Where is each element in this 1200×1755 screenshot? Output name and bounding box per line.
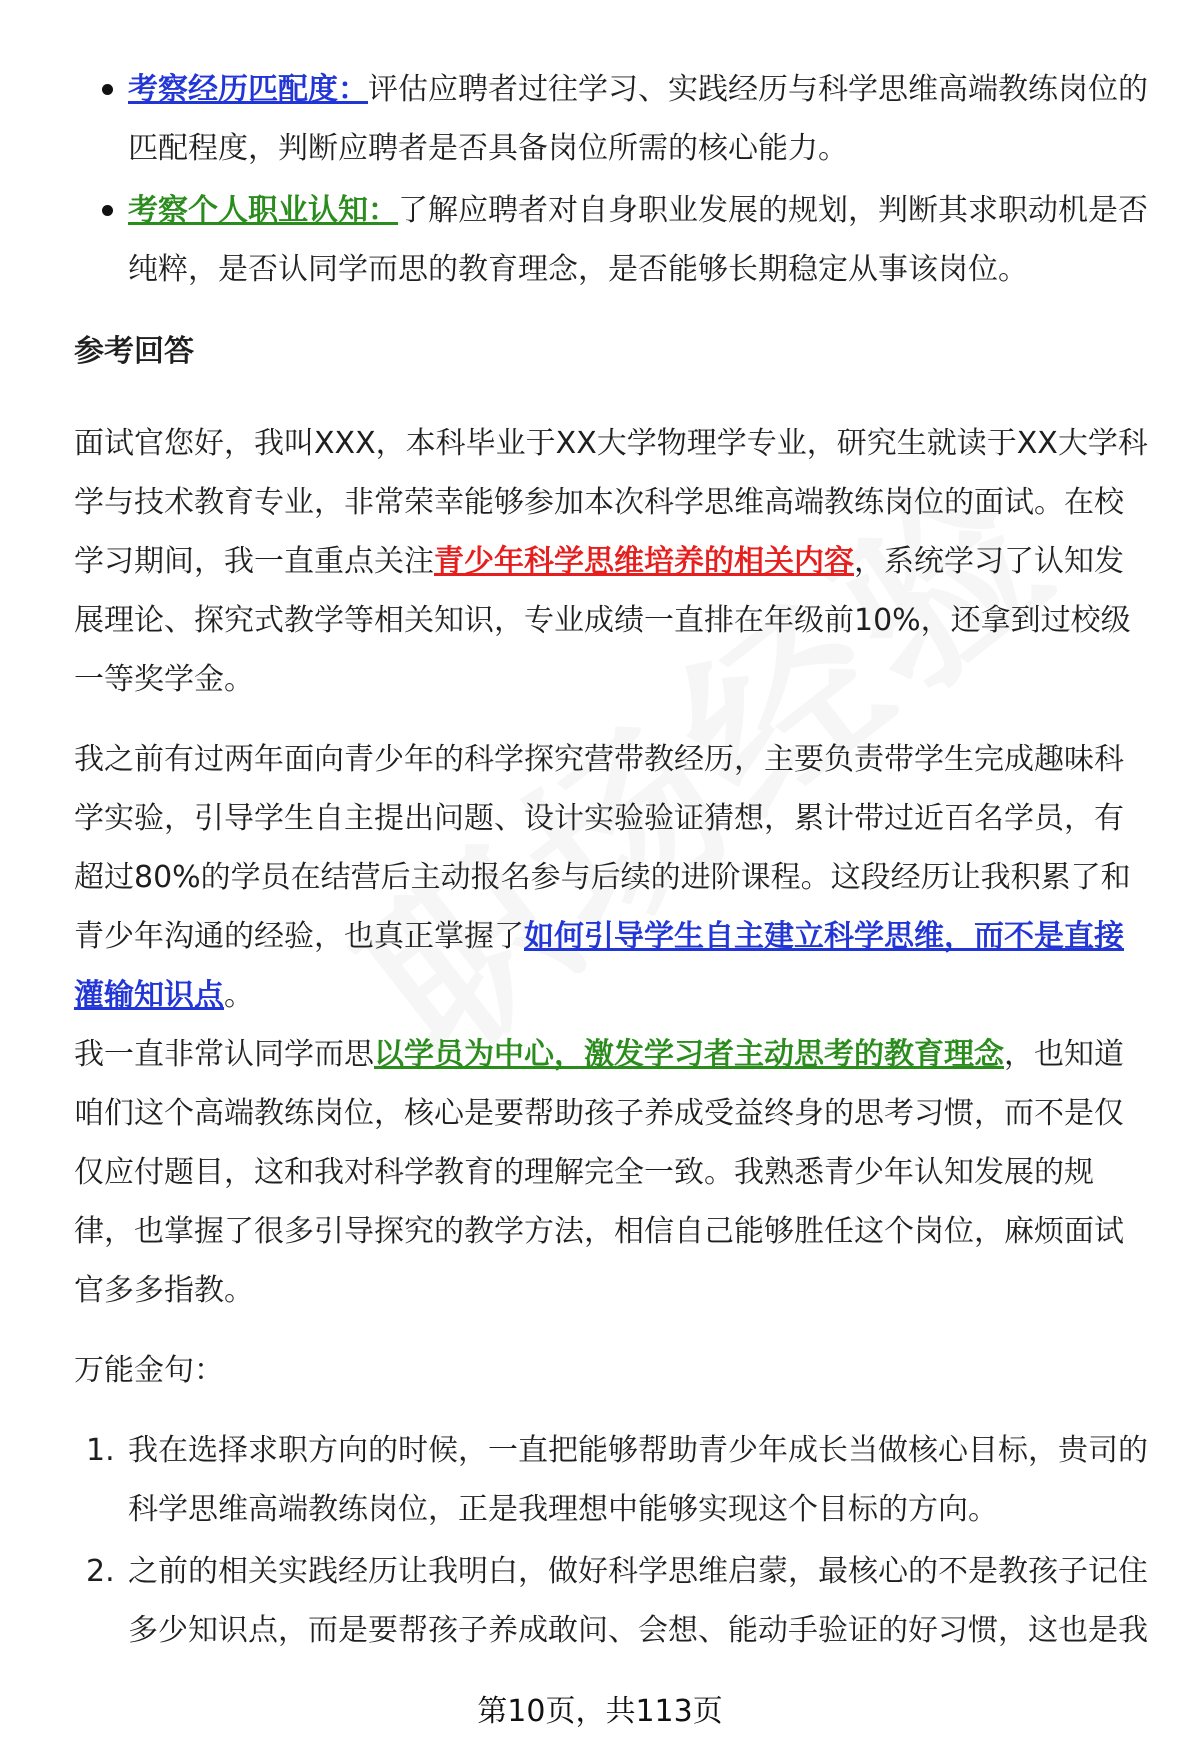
- section-title: 参考回答: [74, 334, 194, 369]
- paragraph-text: ，也知道咱们这个高端教练岗位，核心是要帮助孩子养成受益终身的思考习惯，而不是仅仅应付题目，这和我对科学教育的理解完全一致。我熟悉青少年认知发展的规律，也掌握了很多引导探究的教学方法，相信自己能够胜任这个岗位，麻烦面试官多多指教。: [74, 1037, 1124, 1308]
- list-item-text: 我在选择求职方向的时候，一直把能够帮助青少年成长当做核心目标，贵司的科学思维高端教练岗位，正是我理想中能够实现这个目标的方向。: [128, 1433, 1148, 1527]
- golden-sentences-list: [74, 1421, 1149, 1660]
- list-number: 2.: [86, 1554, 115, 1589]
- criteria-text: 了解应聘者对自身职业发展的规划，判断其求职动机是否纯粹，是否认同学而思的教育理念，是否能够长期稳定从事该岗位。: [128, 193, 1148, 287]
- golden-sentences-title: 万能金句：: [74, 1353, 224, 1388]
- answer-paragraph-2: [74, 730, 1149, 1025]
- bullet-icon: [102, 205, 113, 216]
- list-item: [74, 60, 1149, 178]
- list-number: 1.: [86, 1433, 115, 1468]
- paragraph-text: ，系统学习了认知发展理论、探究式教学等相关知识，专业成绩一直排在年级前10%，还拿到过校级一等奖学金。: [74, 544, 1131, 697]
- list-item: [74, 1542, 1149, 1660]
- highlight-text: 以学员为中心，激发学习者主动思考的教育理念: [374, 1037, 1004, 1072]
- paragraph-text: 。: [224, 978, 254, 1013]
- paragraph-text: 面试官您好，我叫XXX，本科毕业于XX大学物理学专业，研究生就读于XX大学科学与技术教育专业，非常荣幸能够参加本次科学思维高端教练岗位的面试。在校学习期间，我一直重点关注: [74, 426, 1148, 579]
- document-page: [74, 60, 1149, 1663]
- bullet-icon: [102, 84, 113, 95]
- criteria-label: 考察经历匹配度：: [128, 72, 368, 107]
- criteria-text: 评估应聘者过往学习、实践经历与科学思维高端教练岗位的匹配程度，判断应聘者是否具备岗位所需的核心能力。: [128, 72, 1148, 166]
- page-number: 第10页，共113页: [477, 1694, 723, 1729]
- paragraph-text: 我之前有过两年面向青少年的科学探究营带教经历，主要负责带学生完成趣味科学实验，引导学生自主提出问题、设计实验验证猜想，累计带过近百名学员，有超过80%的学员在结营后主动报名参与后续的进阶课程。这段经历让我积累了和青少年沟通的经验，也真正掌握了: [74, 742, 1131, 954]
- highlight-text: 青少年科学思维培养的相关内容: [434, 544, 854, 579]
- list-item: [74, 1421, 1149, 1539]
- list-item-text: 之前的相关实践经历让我明白，做好科学思维启蒙，最核心的不是教孩子记住多少知识点，而是要帮孩子养成敢问、会想、能动手验证的好习惯，这也是我: [128, 1554, 1148, 1648]
- list-item: [74, 181, 1149, 299]
- highlight-text: 如何引导学生自主建立科学思维，而不是直接灌输知识点: [74, 919, 1124, 1013]
- paragraph-text: 我一直非常认同学而思: [74, 1037, 374, 1072]
- answer-paragraph-3: [74, 1025, 1149, 1320]
- criteria-list: [74, 60, 1149, 299]
- answer-paragraph-1: [74, 414, 1149, 709]
- criteria-label: 考察个人职业认知：: [128, 193, 398, 228]
